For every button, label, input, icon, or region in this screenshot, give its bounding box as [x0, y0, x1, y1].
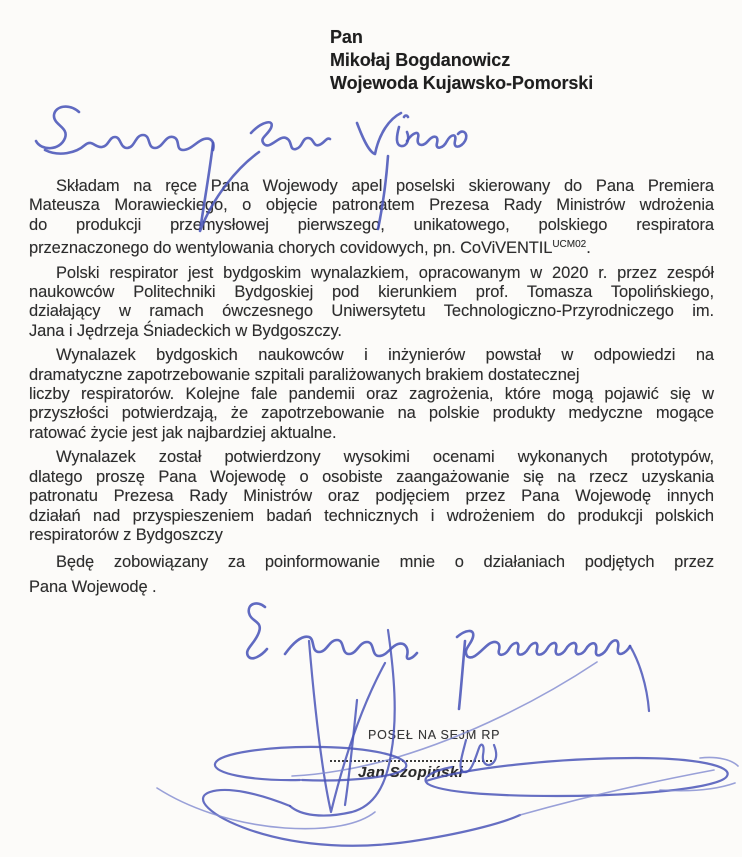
respirator-model-superscript: UCM02 [552, 239, 587, 251]
paragraph-1 [29, 177, 714, 259]
body-line: Pana Wojewodę . [29, 578, 157, 597]
body-line: Będę zobowiązany za poinformowanie mnie o działaniach podjętych przez [56, 553, 714, 572]
body-line: liczby respiratorów. Kolejne fale pandemii oraz zagrożenia, które mogą pojawić się w [29, 385, 714, 404]
sentence-period: . [586, 239, 591, 258]
body-line: Jana i Jędrzeja Śniadeckich w Bydgoszczy. [29, 321, 342, 340]
recipient-line-title: Wojewoda Kujawsko-Pomorski [330, 73, 594, 93]
body-line: Wynalazek został potwierdzony wysokimi ocenami wykonanych prototypów, [56, 448, 714, 467]
body-line: respiratorów z Bydgoszczy [29, 525, 223, 544]
recipient-line-salutation: Pan [330, 27, 363, 47]
paragraph-5 [29, 550, 714, 600]
signature-dotted-line [330, 752, 492, 762]
body-line: naukowców Politechniki Bydgoskiej pod kierunkiem prof. Tomasza Topolińskiego, [29, 283, 714, 302]
body-line: do produkcji przemysłowej pierwszego, unikatowego, polskiego respiratora [29, 215, 714, 234]
body-line: Wynalazek bydgoskich naukowców i inżynierów powstał w odpowiedzi na [56, 346, 714, 365]
paragraph-2 [29, 264, 714, 342]
recipient-block [330, 26, 593, 95]
body-line: działający w ramach ówczesnego Uniwersytetu Technologiczno-Przyrodniczego im. [29, 302, 714, 321]
paragraph-3 [29, 346, 714, 443]
body-line [29, 235, 714, 258]
body-line: Składam na ręce Pana Wojewody apel poselski skierowany do Pana Premiera [56, 177, 714, 195]
body-line: dlatego proszę Pana Wojewodę o osobiste zaangażowanie się na rzecz uzyskania [29, 467, 714, 486]
paragraph-4 [29, 448, 714, 545]
respirator-name-text: przeznaczonego do wentylowania chorych covidowych, pn. CoViVENTIL [29, 239, 553, 258]
signature-role-label: POSEŁ NA SEJM RP [368, 728, 501, 742]
body-line: patronatu Prezesa Rady Ministrów oraz podjęciem przez Pana Wojewodę innych [29, 487, 714, 506]
body-line: Mateusza Morawieckiego, o objęcie patronatem Prezesa Rady Ministrów wdrożenia [29, 196, 714, 215]
body-line: dramatyczne zapotrzebowanie szpitali paraliżowanych brakiem dostatecznej [29, 365, 580, 384]
signature-name-label: Jan Szopiński [358, 764, 464, 781]
recipient-line-name: Mikołaj Bogdanowicz [330, 50, 511, 70]
letter-body [29, 177, 714, 605]
body-line: ratować życie jest jak najbardziej aktualne. [29, 423, 337, 442]
body-line: działań nad przyspieszeniem badań technicznych i wdrożeniem do produkcji polskich [29, 506, 714, 525]
body-line: przyszłości potwierdzają, że zapotrzebowanie na polskie produkty medyczne mogące [29, 404, 714, 423]
body-line: Polski respirator jest bydgoskim wynalazkiem, opracowanym w 2020 r. przez zespół [56, 263, 714, 282]
